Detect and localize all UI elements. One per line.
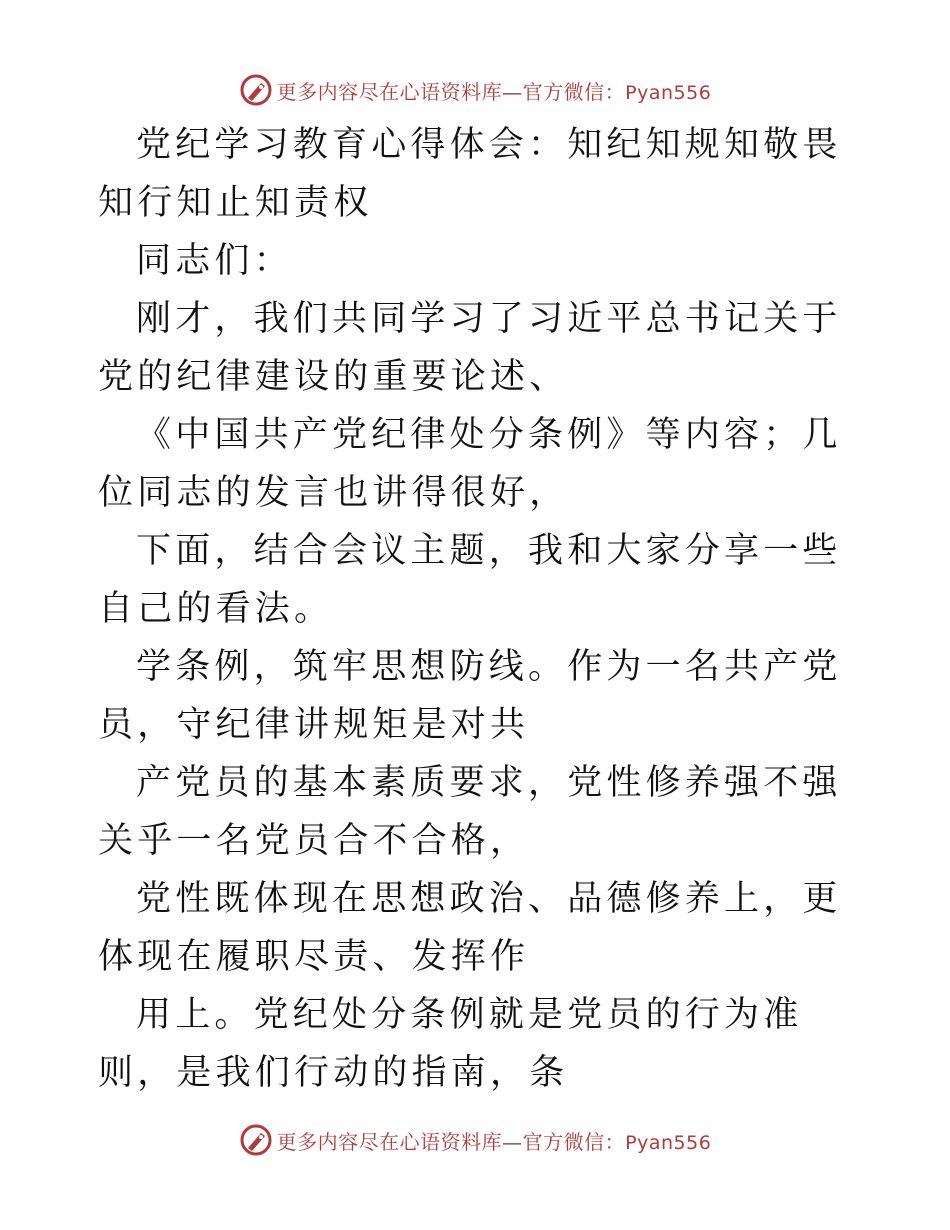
paragraph: 产党员的基本素质要求，党性修养强不强关乎一名党员合不合格， bbox=[98, 763, 842, 861]
banner-separator: — bbox=[502, 79, 523, 104]
banner-separator: — bbox=[502, 1129, 523, 1154]
wechat-id: Pyan556 bbox=[625, 81, 712, 104]
pen-nib-logo-icon bbox=[239, 1123, 273, 1157]
salutation: 同志们： bbox=[136, 241, 293, 281]
pen-nib-logo-icon bbox=[239, 73, 273, 107]
paragraph: 下面，结合会议主题，我和大家分享一些自己的看法。 bbox=[98, 531, 842, 629]
document-body bbox=[98, 116, 858, 1102]
banner-title: 更多内容尽在心语资料库 bbox=[276, 79, 503, 104]
footer-banner bbox=[0, 1120, 950, 1160]
banner-text bbox=[277, 1126, 712, 1155]
wechat-id: Pyan556 bbox=[625, 1131, 712, 1154]
header-banner bbox=[0, 70, 950, 110]
document-title: 党纪学习教育心得体会：知纪知规知敬畏知行知止知责权 bbox=[98, 125, 842, 223]
banner-text bbox=[277, 76, 712, 105]
wechat-label: 官方微信： bbox=[522, 79, 626, 104]
paragraph: 刚才，我们共同学习了习近平总书记关于党的纪律建设的重要论述、 bbox=[98, 299, 842, 397]
paragraph: 《中国共产党纪律处分条例》等内容；几位同志的发言也讲得很好， bbox=[98, 415, 842, 513]
banner-title: 更多内容尽在心语资料库 bbox=[276, 1129, 503, 1154]
paragraph: 用上。党纪处分条例就是党员的行为准则，是我们行动的指南，条 bbox=[98, 995, 803, 1093]
paragraph: 学条例，筑牢思想防线。作为一名共产党员，守纪律讲规矩是对共 bbox=[98, 647, 842, 745]
paragraph: 党性既体现在思想政治、品德修养上，更体现在履职尽责、发挥作 bbox=[98, 879, 842, 977]
wechat-label: 官方微信： bbox=[522, 1129, 626, 1154]
